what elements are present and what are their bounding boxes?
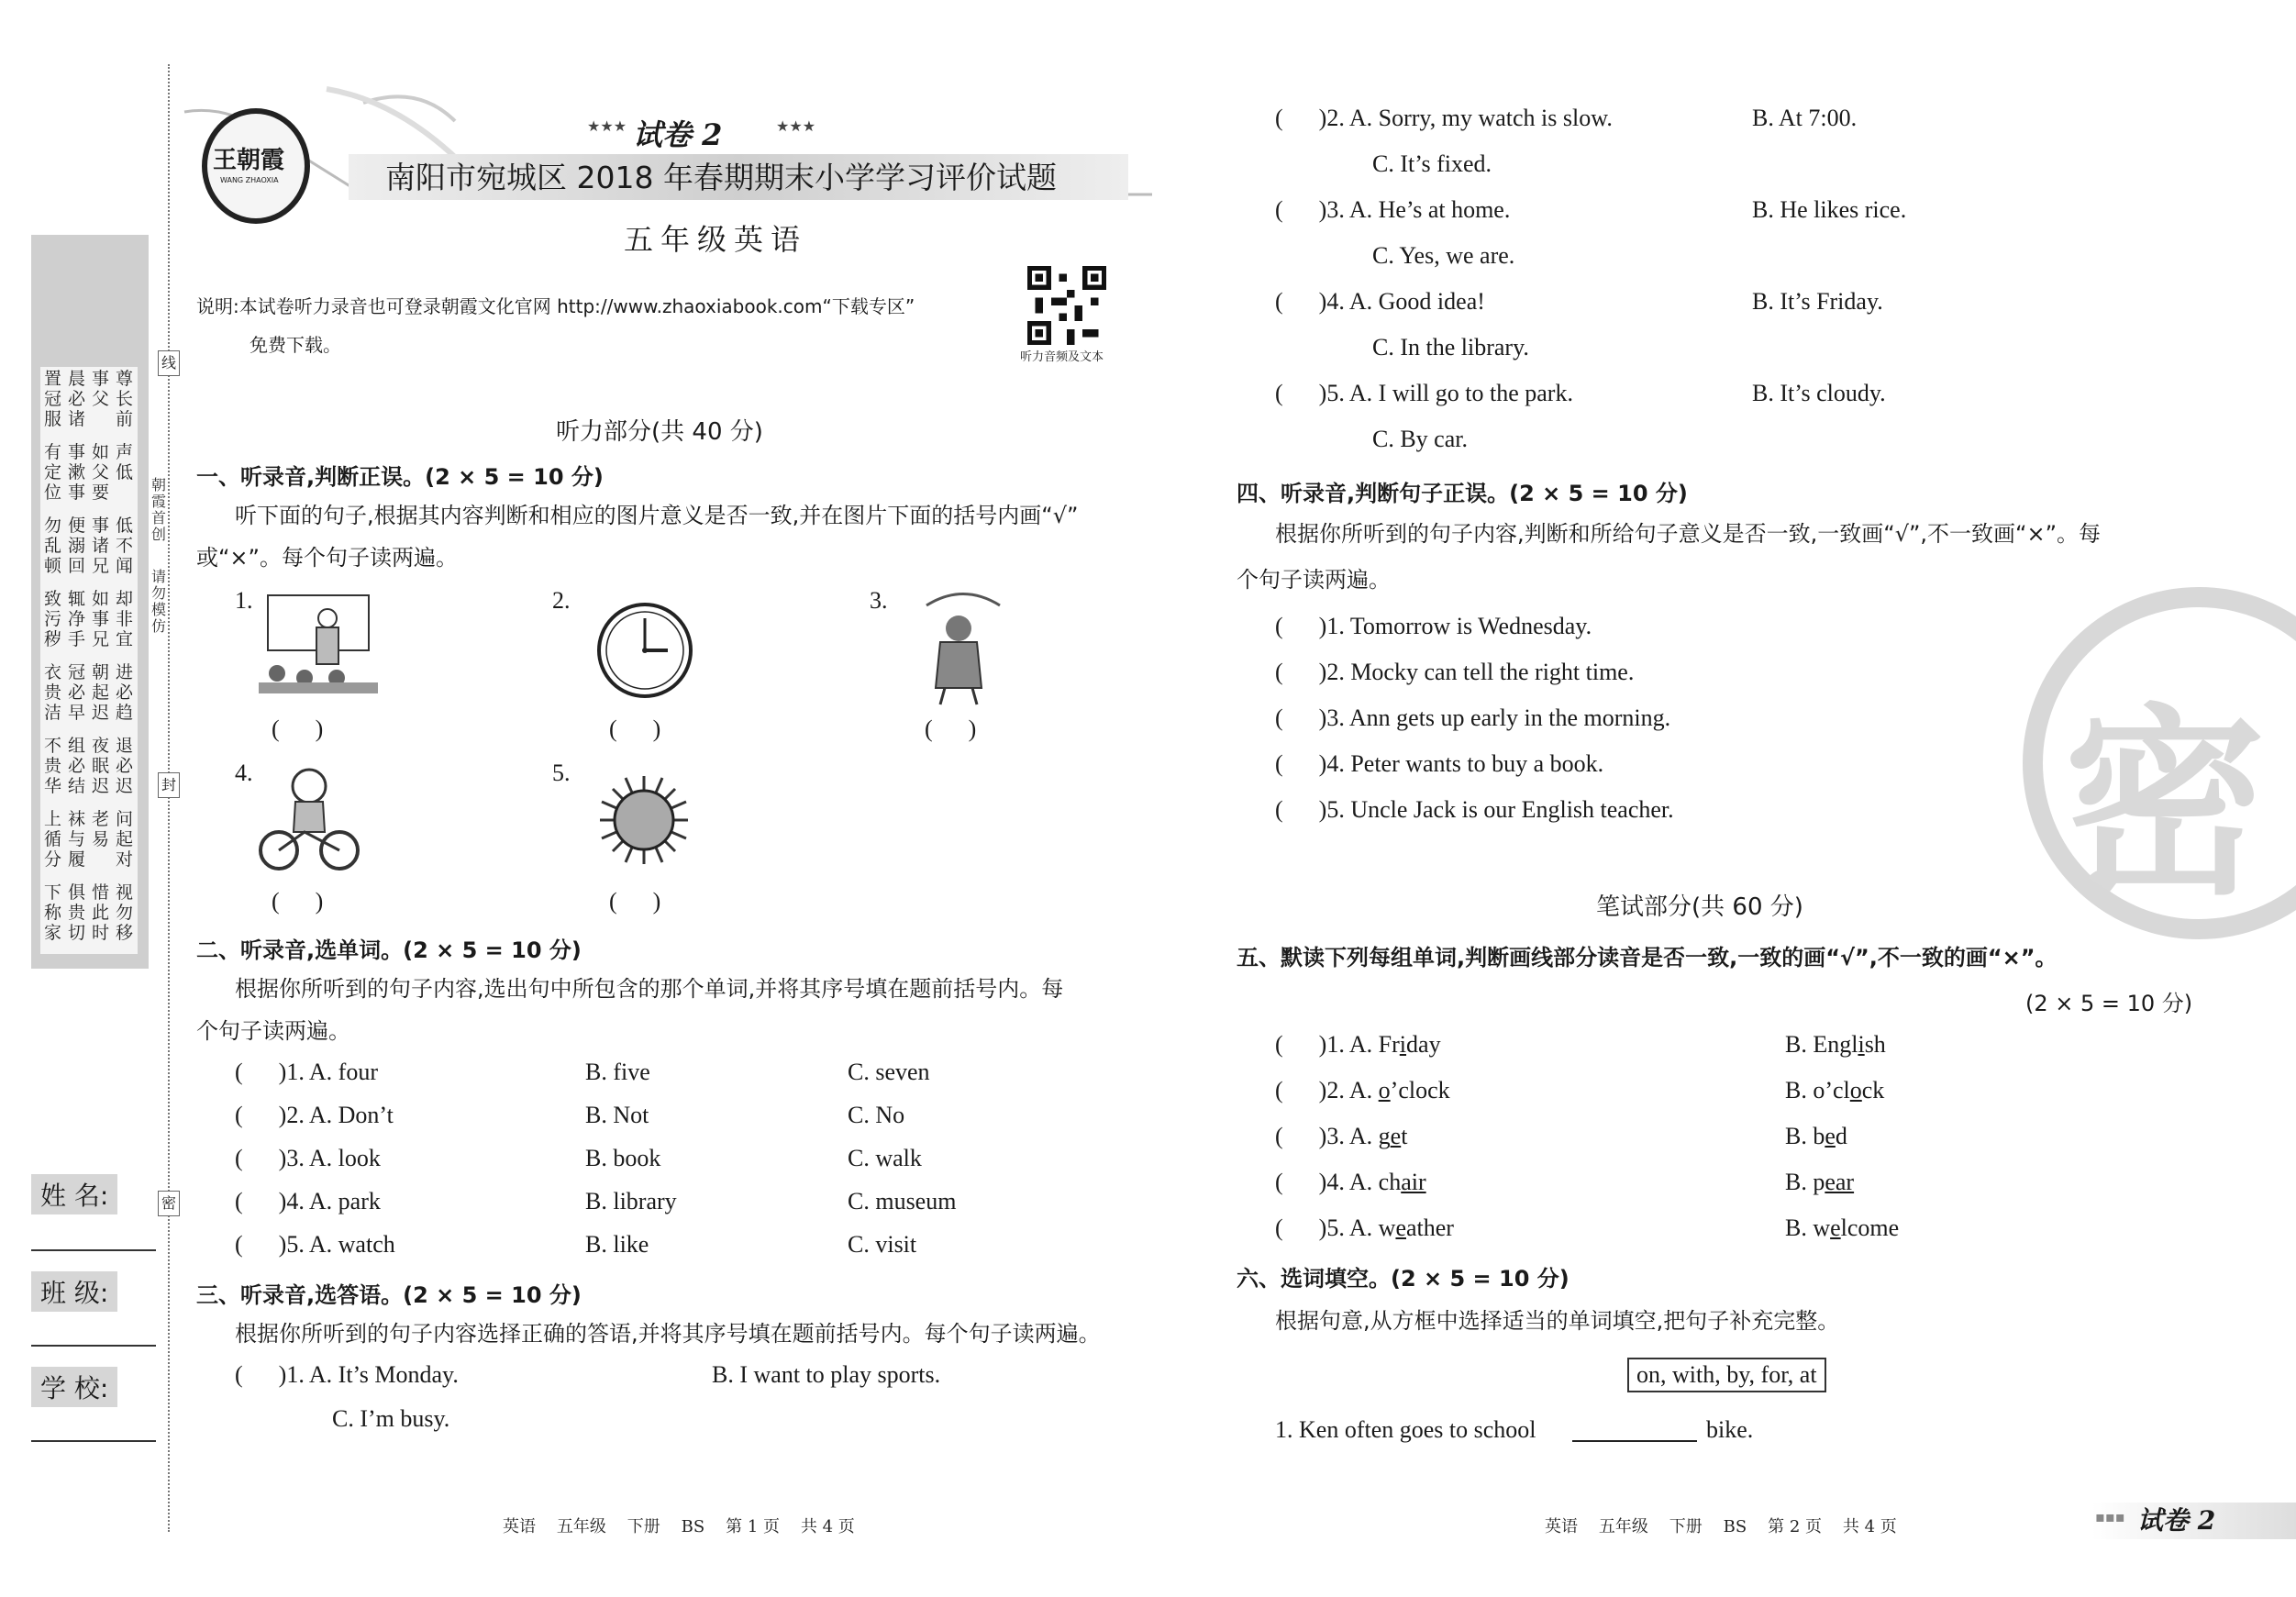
note-line-2: 免费下载。 (250, 334, 341, 356)
s6-q1-start: 1. Ken often goes to school (1275, 1416, 1536, 1443)
virtue-column: 致污秽 (44, 589, 62, 649)
virtue-column: 下称家 (44, 882, 62, 943)
side-note-2: 请勿模仿 (150, 568, 166, 635)
virtue-column: 事诸兄 (92, 516, 110, 576)
s4-statement[interactable]: ( )3. Ann gets up early in the morning. (1275, 704, 1671, 731)
s2-option-b[interactable]: B. book (585, 1145, 661, 1171)
virtue-column: 事漱事 (68, 442, 86, 503)
section-3-title: 三、听录音,选答语。(2 × 5 = 10 分) (196, 1282, 582, 1308)
s5-a-part: ch (1378, 1169, 1402, 1195)
virtue-column: 置冠服 (44, 369, 62, 429)
virtue-column: 勿乱顿 (44, 516, 62, 576)
s5-option-a[interactable] (1275, 1169, 1426, 1196)
virtue-column: 视勿移 (116, 882, 134, 943)
s5-b-underlined: e (1825, 1123, 1836, 1149)
s2-option-c[interactable]: C. walk (848, 1145, 922, 1171)
s2-question[interactable]: ( )4. A. park (235, 1188, 381, 1214)
pic-2-num: 2. (552, 587, 571, 614)
s3-option-c[interactable]: C. In the library. (1372, 334, 1529, 360)
s2-question[interactable]: ( )3. A. look (235, 1145, 381, 1171)
s2-option-c[interactable]: C. visit (848, 1231, 917, 1258)
s3-question[interactable]: ( )4. A. Good idea! (1275, 288, 1485, 315)
s5-option-b[interactable] (1785, 1077, 1884, 1104)
section-2-instr-2: 个句子读两遍。 (196, 1018, 350, 1044)
s3-question[interactable]: ( )2. A. Sorry, my watch is slow. (1275, 105, 1613, 131)
virtue-column: 如事兄 (92, 589, 110, 649)
festival-picture (917, 587, 1009, 706)
virtue-column: 辄净手 (68, 589, 86, 649)
pic-4-answer[interactable]: ( ) (272, 888, 324, 915)
s5-option-b[interactable] (1785, 1123, 1847, 1150)
s5-b-part: B. b (1785, 1123, 1825, 1149)
virtue-column: 如父要 (92, 442, 110, 503)
s3-q1-c[interactable]: C. I’m busy. (332, 1405, 450, 1432)
logo-sub: WANG ZHAOXIA (220, 176, 279, 184)
s5-a-rest: t (1401, 1123, 1408, 1149)
pic-5-num: 5. (552, 760, 571, 786)
section-1-title: 一、听录音,判断正误。(2 × 5 = 10 分) (196, 464, 604, 490)
virtue-column: 进必趋 (116, 662, 134, 723)
star-left-icon: ★★★ (587, 117, 627, 135)
virtue-column: 尊长前 (116, 369, 134, 429)
s2-option-c[interactable]: C. seven (848, 1059, 930, 1085)
side-dense-marker: 密 (158, 1191, 180, 1216)
virtue-column: 不贵华 (44, 736, 62, 796)
star-right-icon: ★★★ (776, 117, 816, 135)
pic-1-num: 1. (235, 587, 253, 614)
s2-option-b[interactable]: B. library (585, 1188, 677, 1214)
pic-3-answer[interactable]: ( ) (925, 715, 977, 742)
field-school-line[interactable] (31, 1440, 156, 1442)
s5-a-part: g (1378, 1123, 1391, 1149)
footer-right: 英语 五年级 下册 BS 第 2 页 共 4 页 (1545, 1517, 1897, 1536)
section-5-score: (2 × 5 = 10 分) (2025, 991, 2193, 1016)
s4-statement[interactable]: ( )1. Tomorrow is Wednesday. (1275, 613, 1592, 639)
section-5-title: 五、默读下列每组单词,判断画线部分读音是否一致,一致的画“√”,不一致的画“×”。 (1237, 945, 2058, 970)
s2-question[interactable]: ( )5. A. watch (235, 1231, 395, 1258)
s5-b-rest: d (1835, 1123, 1847, 1149)
section-4-instr-1: 根据你所听到的句子内容,判断和所给句子意义是否一致,一致画“√”,不一致画“×”。每 (1275, 521, 2102, 547)
s5-prefix: ( )1. A. (1275, 1031, 1379, 1058)
footer-tag-squares-icon: ▪▪▪ (2095, 1508, 2125, 1525)
section-2-instr-1: 根据你所听到的句子内容,选出句中所包含的那个单词,并将其序号填在题前括号内。每 (235, 976, 1064, 1002)
virtue-column: 冠必早 (68, 662, 86, 723)
virtue-column: 低不闻 (116, 516, 134, 576)
s5-a-part: w (1378, 1214, 1396, 1241)
virtue-column: 声低 (116, 442, 134, 482)
s5-option-a[interactable] (1275, 1031, 1441, 1059)
field-class-line[interactable] (31, 1345, 156, 1347)
side-line-marker: 线 (158, 350, 180, 376)
section-4-title: 四、听录音,判断句子正误。(2 × 5 = 10 分) (1237, 481, 1688, 506)
s3-option-b[interactable]: B. It’s Friday. (1752, 288, 1883, 315)
s2-option-b[interactable]: B. five (585, 1059, 650, 1085)
s5-option-a[interactable] (1275, 1077, 1450, 1104)
s2-option-b[interactable]: B. Not (585, 1102, 649, 1128)
s3-option-c[interactable]: C. By car. (1372, 426, 1468, 452)
publisher-logo (202, 108, 310, 224)
virtue-column: 事父 (92, 369, 110, 409)
s5-b-underlined: o (1849, 1077, 1862, 1103)
logo-text: 王朝霞 (213, 147, 285, 174)
page-subtitle: 五年级英语 (624, 222, 808, 257)
s3-q1[interactable]: ( )1. A. It’s Monday. (235, 1361, 459, 1388)
s2-question[interactable]: ( )2. A. Don’t (235, 1102, 394, 1128)
s5-a-underlined: e (1390, 1123, 1402, 1149)
virtue-column: 问起对 (116, 809, 134, 870)
s5-prefix: ( )2. A. (1275, 1077, 1379, 1103)
s5-option-b[interactable] (1785, 1169, 1854, 1196)
s5-b-underlined: e (1830, 1214, 1841, 1241)
s5-prefix: ( )5. A. (1275, 1214, 1379, 1241)
s5-b-rest: ck (1861, 1077, 1885, 1103)
s5-a-rest: ’clock (1390, 1077, 1450, 1103)
qr-code[interactable] (1027, 266, 1106, 345)
s6-q1-end: bike. (1706, 1416, 1754, 1443)
virtue-text-panel (40, 367, 138, 954)
field-name-line[interactable] (31, 1249, 156, 1251)
s5-b-rest: lcome (1840, 1214, 1900, 1241)
virtue-column: 惜此时 (92, 882, 110, 943)
s5-b-underlined: ear (1825, 1169, 1855, 1195)
page-title: 南阳市宛城区 2018 年春期期末小学学习评价试题 (385, 160, 1057, 195)
virtue-column: 退必迟 (116, 736, 134, 796)
s5-option-b[interactable] (1785, 1214, 1899, 1242)
s5-a-rest: day (1406, 1031, 1441, 1058)
s5-option-a[interactable] (1275, 1214, 1454, 1242)
s3-question[interactable]: ( )3. A. He’s at home. (1275, 196, 1511, 223)
note-line-1: 说明:本试卷听力录音也可登录朝霞文化官网 http://www.zhaoxiabook.com“下载专区” (196, 295, 915, 317)
clock-picture (594, 600, 695, 701)
section-4-instr-2: 个句子读两遍。 (1237, 567, 1391, 593)
section-1-instr-1: 听下面的句子,根据其内容判断和相应的图片意义是否一致,并在图片下面的括号内画“√” (235, 503, 1079, 528)
pic-1-answer[interactable]: ( ) (272, 715, 324, 742)
s5-b-part: B. Engl (1785, 1031, 1858, 1058)
s5-option-b[interactable] (1785, 1031, 1886, 1059)
listening-title: 听力部分(共 40 分) (556, 418, 763, 446)
footer-tag: 试卷 2 (2137, 1505, 2216, 1536)
footer-left: 英语 五年级 下册 BS 第 1 页 共 4 页 (503, 1517, 855, 1536)
s5-b-part: B. w (1785, 1214, 1831, 1241)
side-seal-marker: 封 (158, 772, 180, 798)
field-school-label: 学 校: (31, 1367, 117, 1407)
s5-option-a[interactable] (1275, 1123, 1407, 1150)
written-title: 笔试部分(共 60 分) (1596, 893, 1803, 921)
section-6-instr: 根据句意,从方框中选择适当的单词填空,把句子补充完整。 (1275, 1308, 1840, 1334)
s5-a-underlined: air (1401, 1169, 1426, 1195)
pic-3-num: 3. (870, 587, 888, 614)
s5-a-rest: ather (1406, 1214, 1454, 1241)
s5-b-rest: sh (1864, 1031, 1886, 1058)
virtue-column: 俱贵切 (68, 882, 86, 943)
pic-5-answer[interactable]: ( ) (609, 888, 661, 915)
s5-prefix: ( )4. A. (1275, 1169, 1379, 1195)
s2-question[interactable]: ( )1. A. four (235, 1059, 378, 1085)
sun-picture (598, 774, 690, 866)
pic-4-num: 4. (235, 760, 253, 786)
s2-option-b[interactable]: B. like (585, 1231, 649, 1258)
s5-a-underlined: i (1399, 1031, 1407, 1058)
virtue-column: 朝起迟 (92, 662, 110, 723)
virtue-column: 却非宜 (116, 589, 134, 649)
section-6-title: 六、选词填空。(2 × 5 = 10 分) (1237, 1266, 1569, 1292)
side-note-1: 朝霞首创 (150, 476, 166, 543)
s3-option-c[interactable]: C. Yes, we are. (1372, 242, 1515, 269)
s4-statement[interactable]: ( )2. Mocky can tell the right time. (1275, 659, 1635, 685)
virtue-column: 上循分 (44, 809, 62, 870)
word-box: on, with, by, for, at (1627, 1358, 1826, 1392)
s3-option-b[interactable]: B. At 7:00. (1752, 105, 1858, 131)
s3-option-b[interactable]: B. He likes rice. (1752, 196, 1907, 223)
s5-a-underlined: e (1395, 1214, 1406, 1241)
virtue-column: 便溺回 (68, 516, 86, 576)
classroom-picture (250, 591, 387, 701)
virtue-column: 夜眠迟 (92, 736, 110, 796)
s5-a-underlined: o (1378, 1077, 1391, 1103)
s5-b-underlined: i (1858, 1031, 1865, 1058)
virtue-column: 衣贵洁 (44, 662, 62, 723)
section-2-title: 二、听录音,选单词。(2 × 5 = 10 分) (196, 937, 582, 963)
s4-statement[interactable]: ( )4. Peter wants to buy a book. (1275, 750, 1604, 777)
qr-caption: 听力音频及文本 (1020, 350, 1104, 364)
s3-option-b[interactable]: B. It’s cloudy. (1752, 380, 1886, 406)
confidential-seal-glyph: 密 (2064, 687, 2267, 922)
virtue-column: 老易 (92, 809, 110, 849)
s5-a-part: Fr (1378, 1031, 1400, 1058)
pic-2-answer[interactable]: ( ) (609, 715, 661, 742)
section-1-instr-2: 或“×”。每个句子读两遍。 (196, 545, 458, 571)
bike-picture (259, 763, 360, 873)
s5-b-part: B. p (1785, 1169, 1825, 1195)
paper-tag: 试卷 2 (633, 117, 723, 152)
section-3-instr: 根据你所听到的句子内容选择正确的答语,并将其序号填在题前括号内。每个句子读两遍。 (235, 1321, 1101, 1347)
s3-question[interactable]: ( )5. A. I will go to the park. (1275, 380, 1573, 406)
s6-q1-blank[interactable] (1572, 1440, 1697, 1442)
virtue-column: 组必结 (68, 736, 86, 796)
s5-prefix: ( )3. A. (1275, 1123, 1379, 1149)
s5-b-part: B. o’cl (1785, 1077, 1850, 1103)
field-name-label: 姓 名: (31, 1174, 117, 1214)
s2-option-c[interactable]: C. museum (848, 1188, 957, 1214)
virtue-column: 袜与履 (68, 809, 86, 870)
s3-q1-b[interactable]: B. I want to play sports. (712, 1361, 941, 1388)
s3-option-c[interactable]: C. It’s fixed. (1372, 150, 1492, 177)
field-class-label: 班 级: (31, 1271, 117, 1312)
virtue-column: 有定位 (44, 442, 62, 503)
cut-line (168, 64, 170, 1532)
virtue-column: 晨必诸 (68, 369, 86, 429)
s2-option-c[interactable]: C. No (848, 1102, 905, 1128)
s4-statement[interactable]: ( )5. Uncle Jack is our English teacher. (1275, 796, 1674, 823)
